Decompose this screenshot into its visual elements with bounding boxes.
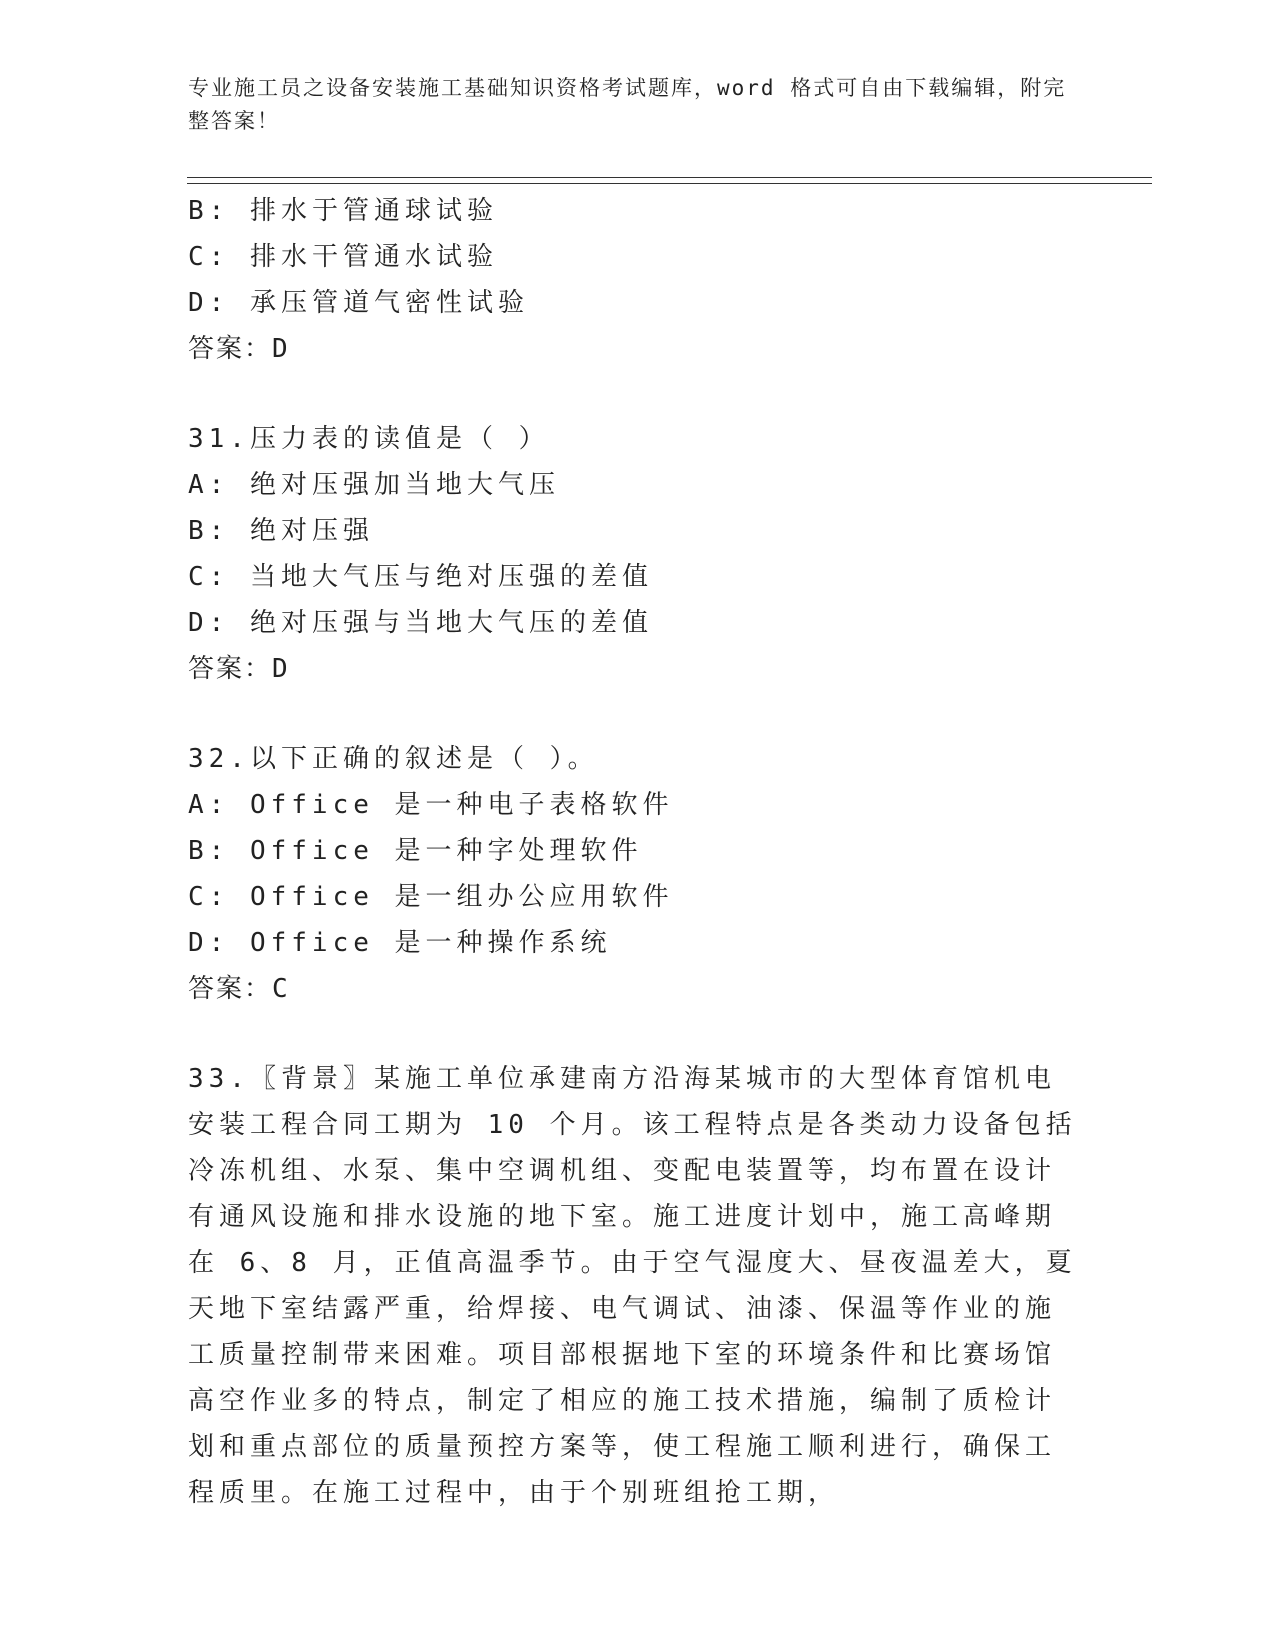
answer-line: 答案：D: [188, 334, 290, 364]
question-33-case-text: 33.〖背景〗某施工单位承建南方沿海某城市的大型体育馆机电安装工程合同工期为 10 个月。该工程特点是各类动力设备包括冷冻机组、水泵、集中空调机组、变配电装置等，均布置在设计有通风设施和排水设施的地下室。施工进度计划中，施工高峰期在 6、8 月，正值高温季节。由于空气湿度大、昼夜温差大，夏天地下室结露严重，给焊接、电气调试、油漆、保温等作业的施工质量控制带来困难。项目部根据地下室的环境条件和比赛场馆高空作业多的特点，制定了相应的施工技术措施，编制了质检计划和重点部位的质量预控方案等，使工程施工顺利进行，确保工程质里。在施工过程中，由于个别班组抢工期，: [188, 1064, 1077, 1508]
option-b: B: 绝对压强: [188, 516, 374, 546]
answer-line: 答案：D: [188, 654, 290, 684]
option-d: D: 绝对压强与当地大气压的差值: [188, 608, 653, 638]
header-divider-bottom: [187, 183, 1152, 184]
option-b: B: 排水于管通球试验: [188, 196, 498, 226]
option-b: B: Office 是一种字处理软件: [188, 836, 643, 866]
question-31: [188, 416, 1088, 692]
document-header: 专业施工员之设备安装施工基础知识资格考试题库，word 格式可自由下载编辑，附完整答案！: [188, 76, 1067, 133]
header-divider-top: [187, 177, 1152, 178]
option-d: D: Office 是一种操作系统: [188, 928, 612, 958]
option-d: D: 承压管道气密性试验: [188, 288, 529, 318]
question-stem: 31.压力表的读值是（ ）: [188, 424, 550, 454]
option-c: C: 排水干管通水试验: [188, 242, 498, 272]
option-a: A: Office 是一种电子表格软件: [188, 790, 674, 820]
document-body: [188, 188, 1088, 1516]
question-32: [188, 736, 1088, 1012]
option-c: C: 当地大气压与绝对压强的差值: [188, 562, 653, 592]
carryover-question: [188, 188, 1088, 372]
question-stem: 32.以下正确的叙述是（ ）。: [188, 744, 599, 774]
option-a: A: 绝对压强加当地大气压: [188, 470, 560, 500]
option-c: C: Office 是一组办公应用软件: [188, 882, 674, 912]
answer-line: 答案：C: [188, 974, 290, 1004]
